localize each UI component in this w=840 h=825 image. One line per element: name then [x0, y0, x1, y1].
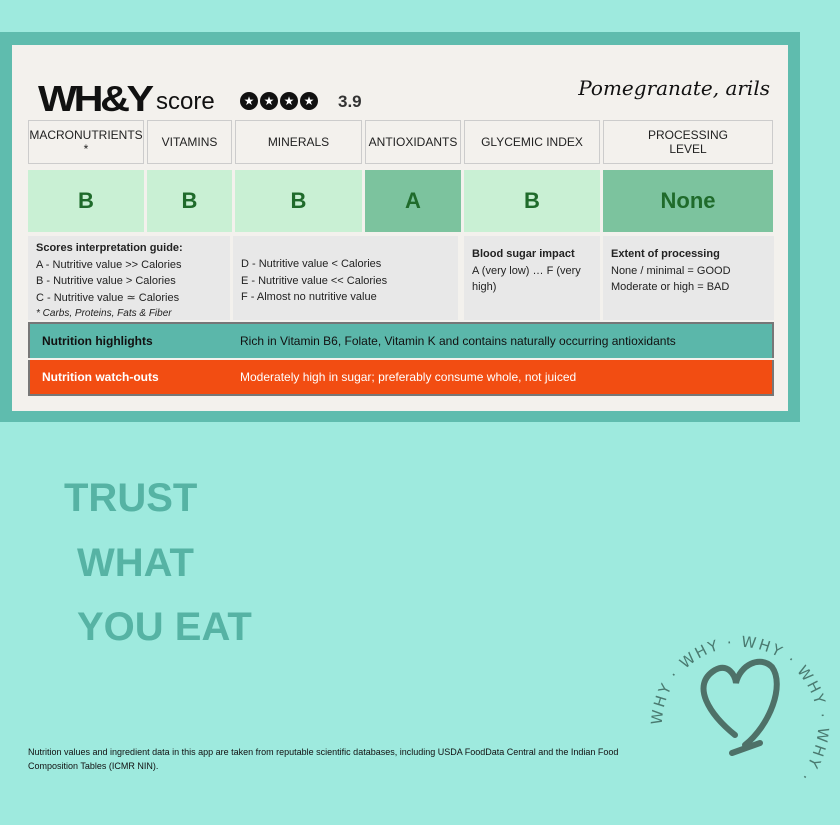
guide-e: E - Nutritive value << Calories: [241, 274, 388, 287]
grade-badge: B: [464, 170, 600, 232]
grade-badge: None: [603, 170, 773, 232]
score-label: score: [156, 88, 215, 115]
guide-note: * Carbs, Proteins, Fats & Fiber: [36, 308, 172, 319]
star-icon: ★: [300, 92, 318, 110]
column-header: MINERALS: [235, 120, 362, 164]
guide-f: F - Almost no nutritive value: [241, 291, 377, 303]
column-header: PROCESSING LEVEL: [603, 120, 773, 164]
column-header: ANTIOXIDANTS: [365, 120, 461, 164]
column-header: MACRONUTRIENTS *: [28, 120, 144, 164]
tagline-3: YOU EAT: [77, 605, 252, 649]
footer-disclaimer: Nutrition values and ingredient data in this app are taken from reputable scientific databases, including USDA FoodData Central and the Indian Food Composition Tables (ICMR NIN).: [28, 747, 619, 771]
star-rating: [240, 92, 318, 110]
blood-sugar-guide: [464, 236, 600, 320]
tagline-2: WHAT: [77, 541, 194, 585]
highlights-label: Nutrition highlights: [42, 334, 153, 348]
star-icon: ★: [260, 92, 278, 110]
blood-sugar-title: Blood sugar impact: [472, 248, 575, 260]
processing-l1: None / minimal = GOOD: [611, 264, 731, 277]
emblem-text: WHY · WHY · WHY · WHY · WHY ·: [647, 632, 833, 786]
column-header: VITAMINS: [147, 120, 232, 164]
processing-guide: [603, 236, 774, 320]
score-value: 3.9: [338, 92, 362, 111]
guide-b: B - Nutritive value > Calories: [36, 275, 176, 287]
processing-title: Extent of processing: [611, 248, 720, 260]
svg-text:WHY · WHY · WHY · WHY · WHY ·: [648, 633, 833, 786]
guide-right: [233, 236, 458, 320]
grade-badge: B: [147, 170, 232, 232]
food-name: Pomegranate, arils: [578, 76, 770, 100]
why-logo: WH&Y: [38, 78, 151, 119]
blood-sugar-text: A (very low) … F (very high): [472, 264, 581, 293]
why-heart-emblem: [640, 625, 840, 825]
guide-c: C - Nutritive value ≃ Calories: [36, 291, 180, 304]
grade-badge: A: [365, 170, 461, 232]
grade-badge: B: [28, 170, 144, 232]
nutrition-watchouts-row: [28, 360, 774, 396]
heart-icon: [704, 662, 777, 753]
grade-badge: B: [235, 170, 362, 232]
guide-title: Scores interpretation guide:: [36, 242, 183, 254]
guide-a: A - Nutritive value >> Calories: [36, 258, 182, 271]
nutrition-highlights-row: [28, 322, 774, 358]
guide-d: D - Nutritive value < Calories: [241, 258, 382, 270]
tagline-1: TRUST: [64, 476, 198, 520]
watchouts-text: Moderately high in sugar; preferably consume whole, not juiced: [240, 370, 577, 384]
star-icon: ★: [240, 92, 258, 110]
processing-l2: Moderate or high = BAD: [611, 281, 730, 293]
guide-left: [28, 236, 230, 320]
highlights-text: Rich in Vitamin B6, Folate, Vitamin K and contains naturally occurring antioxidants: [240, 334, 676, 348]
star-icon: ★: [280, 92, 298, 110]
column-header: GLYCEMIC INDEX: [464, 120, 600, 164]
watchouts-label: Nutrition watch-outs: [42, 370, 159, 384]
